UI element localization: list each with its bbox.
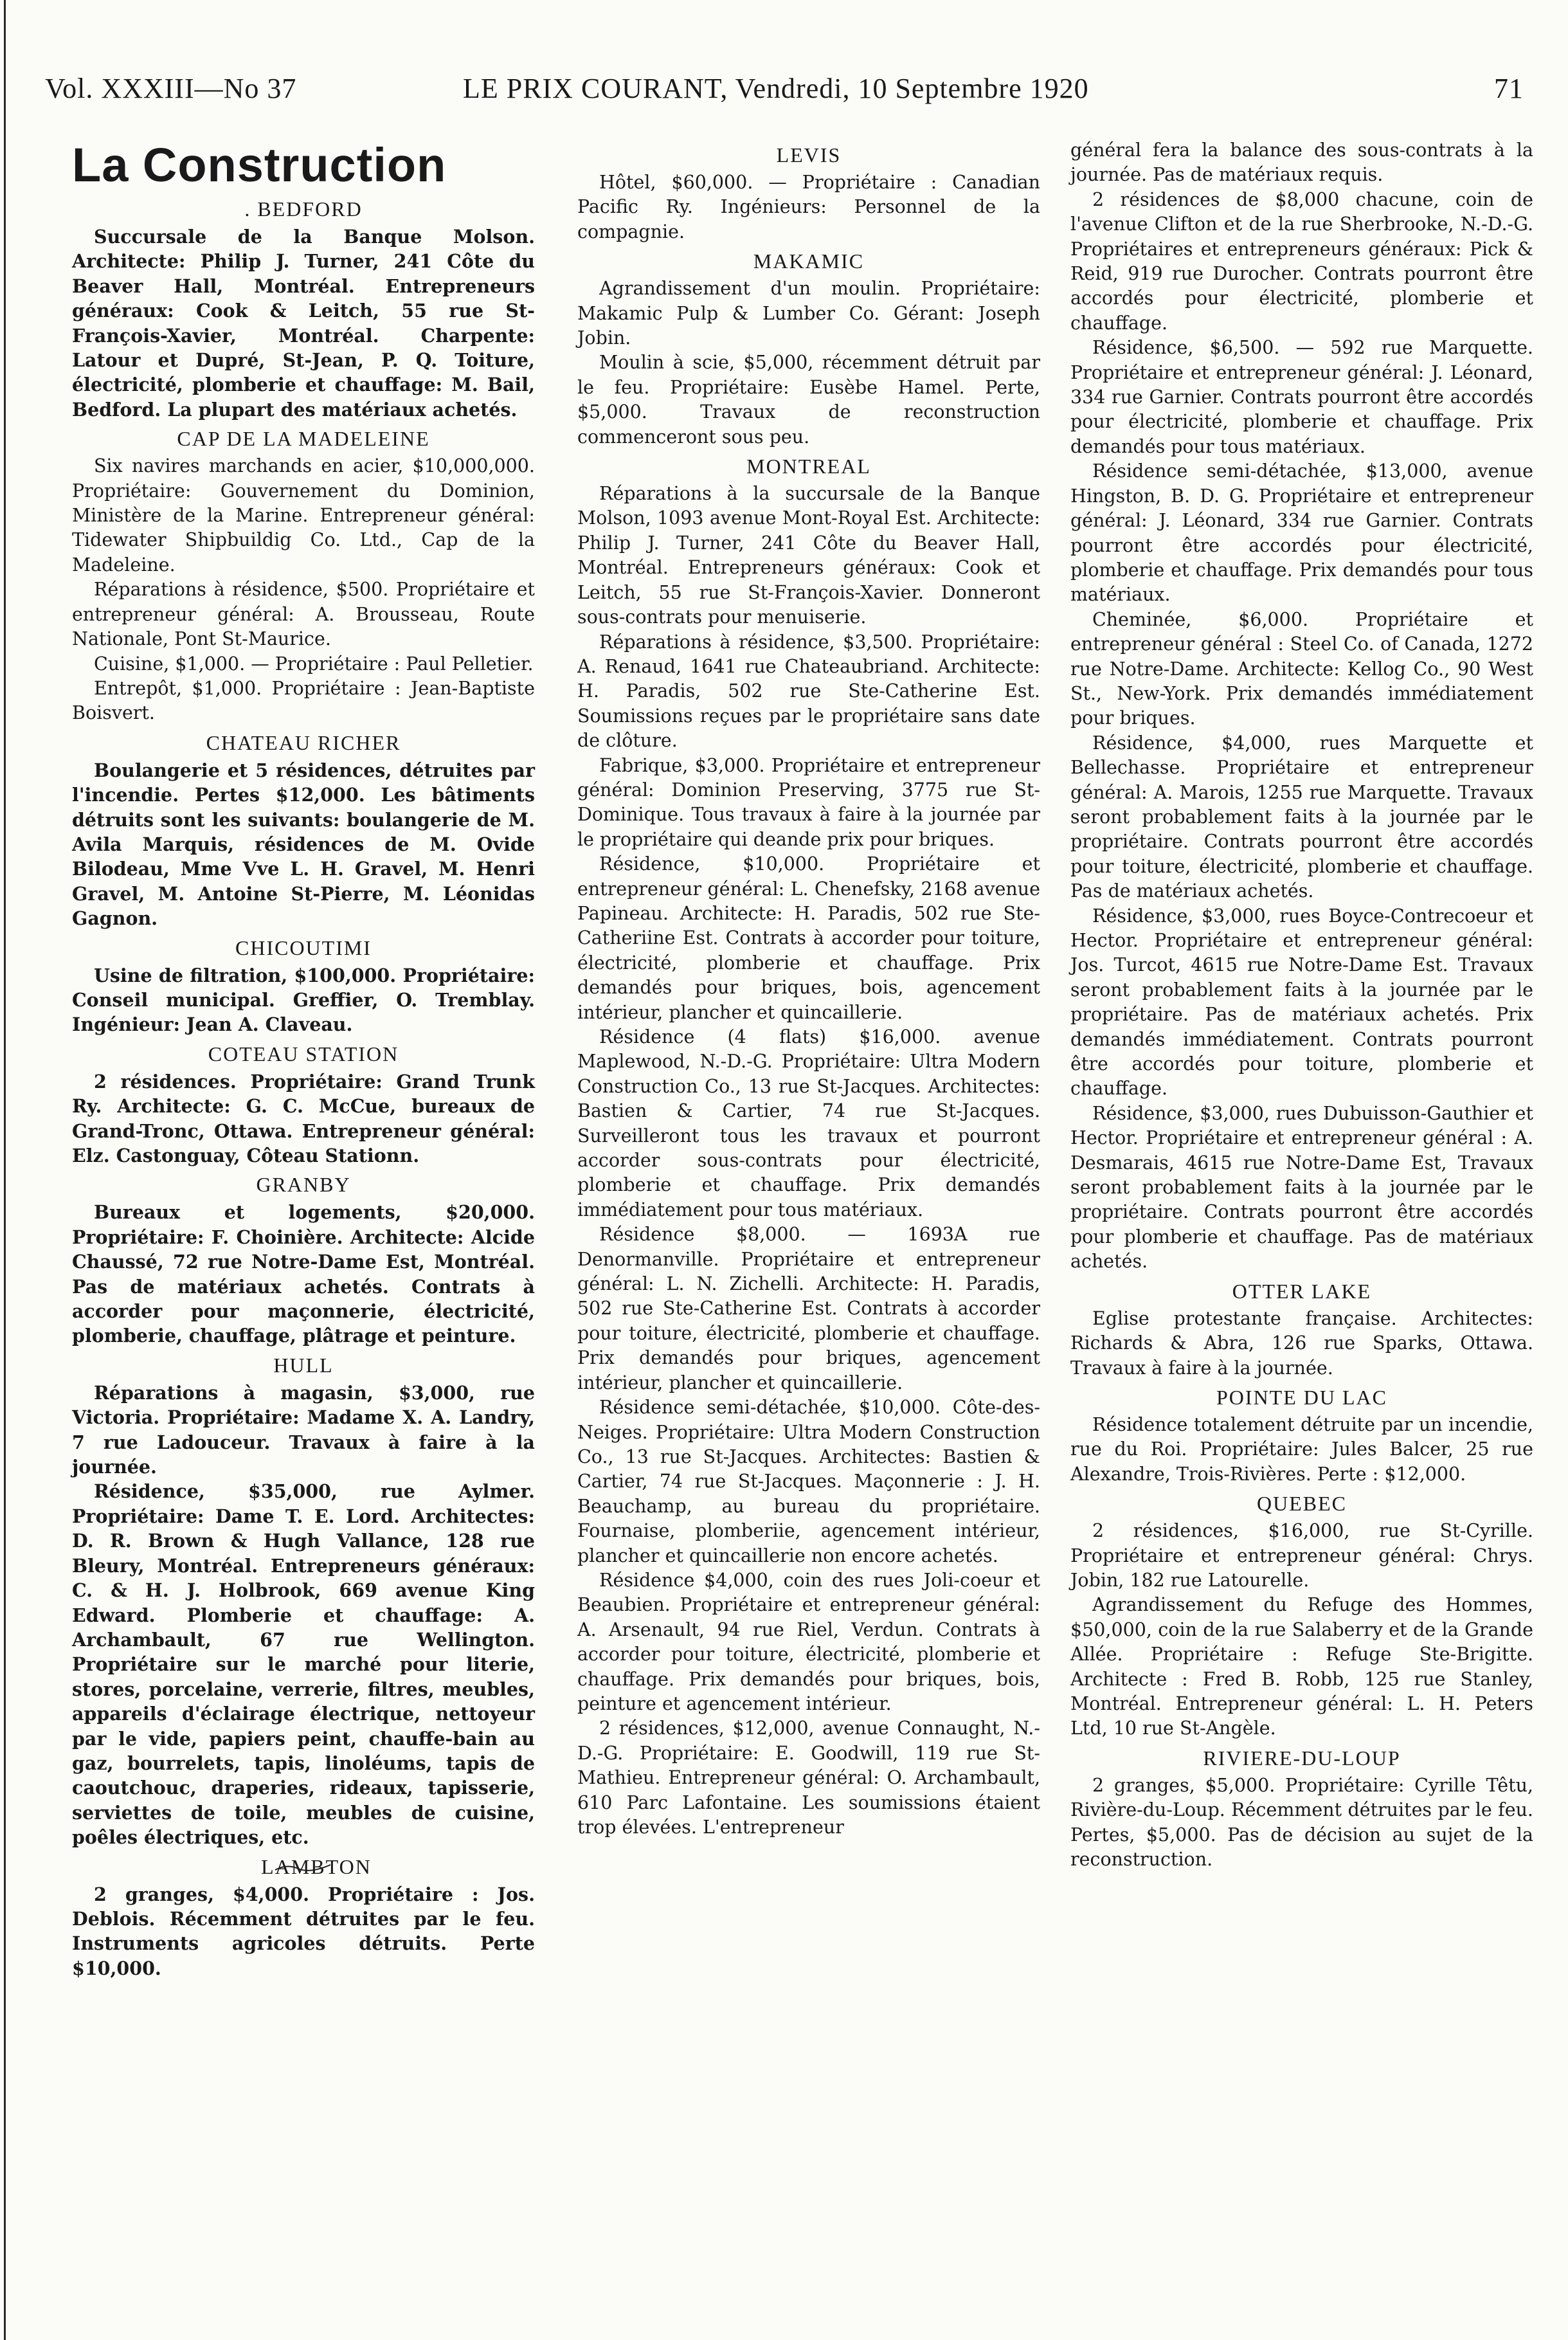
listing-entry: Cuisine, $1,000. — Propriétaire : Paul Pelletier. <box>94 653 534 675</box>
listing-entry: Agrandissement du Refuge des Hommes, $50,000, coin de la rue Salaberry et de la Grande Allée. Propriétaire : Refuge Ste-Brigitte. Architecte : Fred B. Robb, 125 rue Stanley, Montréal. Entrepreneur général: L. H. Peters Ltd, 10 rue St-Angèle. <box>1070 1594 1533 1739</box>
listing-entry: Résidence $8,000. — 1693A rue Denormanville. Propriétaire et entrepreneur général: L. N. Zichelli. Architecte: H. Paradis, 502 rue Ste-Catherine Est. Contrats à accorder pour toiture, électricité, plomberie et chauffage. Prix demandés pour briques, agencement intérieur, plancher et quincaillerie. <box>577 1224 1040 1393</box>
place-heading <box>1070 1491 1533 1516</box>
listing-entry: Résidence, $3,000, rues Boyce-Contrecoeur et Hector. Propriétaire et entrepreneur général: Jos. Turcot, 4615 rue Notre-Dame Est. Travaux seront probablement faits à la journée par le propriétaire. Pas de matériaux achetés. Prix demandés immédiatement. Contrats pourront être accordés pour toiture, plomberie et chauffage. <box>1070 905 1533 1100</box>
place-name: LAMBTON <box>261 1855 372 1878</box>
listing-entry: 2 granges, $4,000. Propriétaire : Jos. Deblois. Récemment détruites par le feu. Instruments agricoles détruits. Perte $10,000. <box>72 1883 535 1979</box>
listing-entry: Cheminée, $6,000. Propriétaire et entrepreneur général : Steel Co. of Canada, 1272 rue Notre-Dame. Architecte: Kellog Co., 90 West St., New-York. Prix demandés immédiatement pour briques. <box>1070 608 1533 729</box>
listing-entry: Boulangerie et 5 résidences, détruites par l'incendie. Pertes $12,000. Les bâtiments détruits sont les suivants: boulangerie de M. Avila Marquis, résidences de M. Ovide Bilodeau, Mme Vve L. H. Gravel, M. Henri Gravel, M. Antoine St-Pierre, M. Léonidas Gagnon. <box>72 759 535 930</box>
page-number: 71 <box>1494 73 1524 104</box>
listing-entry: Réparations à magasin, $3,000, rue Victoria. Propriétaire: Madame X. A. Landry, 7 rue Ladouceur. Travaux à faire à la journée. <box>72 1381 535 1478</box>
place-heading <box>1070 1278 1533 1304</box>
listing-entry: Résidence, $4,000, rues Marquette et Bellechasse. Propriétaire et entrepreneur général: A. Marois, 1255 rue Marquette. Travaux seront probablement faits à la journée par le propriétaire. Contrats pourront être accordés pour toiture, électricité, plomberie et chauffage. Pas de matériaux achetés. <box>1070 732 1533 902</box>
section-title: La Construction <box>72 138 447 192</box>
place-name: POINTE DU LAC <box>1216 1385 1387 1409</box>
listing-entry: Six navires marchands en acier, $10,000,000. Propriétaire: Gouvernement du Dominion, Ministère de la Marine. Entrepreneur général: Tidewater Shipbuildig Co. Ltd., Cap de la Madeleine. <box>72 455 535 576</box>
listing-entry: Succursale de la Banque Molson. Architecte: Philip J. Turner, 241 Côte du Beaver Hall, Montréal. Entrepreneurs généraux: Cook & Leitch, 55 rue St-François-Xavier, Montréal. Charpente: Latour et Dupré, St-Jean, P. Q. Toiture, électricité, plomberie et chauffage: M. Bail, Bedford. La plupart des matériaux achetés. <box>72 226 535 421</box>
place-heading <box>1070 1745 1533 1771</box>
place-heading <box>577 453 1040 479</box>
place-heading <box>72 935 535 961</box>
listing-entry: Agrandissement d'un moulin. Propriétaire: Makamic Pulp & Lumber Co. Gérant: Joseph Jobin. <box>577 278 1040 349</box>
place-heading <box>72 426 535 451</box>
place-heading <box>72 1854 535 1880</box>
place-name: COTEAU STATION <box>208 1042 399 1066</box>
listing-entry: Usine de filtration, $100,000. Propriétaire: Conseil municipal. Greffier, O. Tremblay. Ingénieur: Jean A. Claveau. <box>72 964 535 1036</box>
listing-entry: Réparations à résidence, $500. Propriétaire et entrepreneur général: A. Brousseau, Route Nationale, Pont St-Maurice. <box>72 579 535 650</box>
place-heading <box>1070 1384 1533 1410</box>
listing-entry: Bureaux et logements, $20,000. Propriétaire: F. Choinière. Architecte: Alcide Chaussé, 72 rue Notre-Dame Est, Montréal. Pas de matériaux achetés. Contrats à accorder pour maçonnerie, électricité, plomberie, chauffage, plâtrage et peinture. <box>72 1201 535 1347</box>
place-name: QUEBEC <box>1257 1492 1347 1516</box>
place-name: LEVIS <box>776 143 842 167</box>
listing-entry: Réparations à la succursale de la Banque Molson, 1093 avenue Mont-Royal Est. Architecte: Philip J. Turner, 241 Côte du Beaver Hall, Montréal. Entrepreneurs généraux: Cook et Leitch, 55 rue St-François-Xavier. Donneront sous-contrats pour menuiserie. <box>577 483 1040 628</box>
column-3 <box>1070 138 1533 1872</box>
place-name: OTTER LAKE <box>1232 1279 1372 1303</box>
publication-title: LE PRIX COURANT, Vendredi, 10 Septembre 1920 <box>463 73 1089 104</box>
listing-entry: Résidence, $3,000, rues Dubuisson-Gauthier et Hector. Propriétaire et entrepreneur général : A. Desmarais, 4615 rue Notre-Dame Est, Travaux seront probablement faits à la journée par le propriétaire. Contrats pourront être accordés pour plomberie et chauffage. Pas de matériaux achetés. <box>1070 1102 1533 1273</box>
place-name: CHATEAU RICHER <box>206 730 401 754</box>
listing-entry: Résidence semi-détachée, $10,000. Côte-des-Neiges. Propriétaire: Ultra Modern Construction Co., 13 rue St-Jacques. Architectes: Bastien & Cartier, 74 rue St-Jacques. Maçonnerie : J. H. Beauchamp, au bureau du propriétaire. Fournaise, plomberiie, agencement intérieur, plancher et quincaillerie non encore achetés. <box>577 1397 1040 1566</box>
place-heading <box>72 196 535 222</box>
listing-entry: Fabrique, $3,000. Propriétaire et entrepreneur général: Dominion Preserving, 3775 rue St-Dominique. Tous travaux à faire à la journée par le propriétaire qui deande prix pour briques. <box>577 754 1040 850</box>
place-name: RIVIERE-DU-LOUP <box>1203 1746 1401 1770</box>
volume-number: Vol. XXXIII—No 37 <box>45 73 297 104</box>
left-binding-rule <box>4 0 6 2340</box>
listing-entry: Résidence, $10,000. Propriétaire et entrepreneur général: L. Chenefsky, 2168 avenue Papineau. Architecte: H. Paradis, 502 rue Ste-Catheriine Est. Contrats à accorder pour toiture, électricité, plomberie et chauffage. Prix demandés pour briques, bois, agencement intérieur, plancher et quincaillerie. <box>577 853 1040 1023</box>
place-name: GRANBY <box>256 1173 351 1197</box>
place-heading <box>577 142 1040 168</box>
listing-entry: Résidence, $35,000, rue Aylmer. Propriétaire: Dame T. E. Lord. Architectes: D. R. Brown & Hugh Vallance, 128 rue Bleury, Montréal. Entrepreneurs généraux: C. & H. J. Holbrook, 669 avenue King Edward. Plomberie et chauffage: A. Archambault, 67 rue Wellington. Propriétaire sur le marché pour literie, stores, porcelaine, verrerie, filtres, meubles, appareils d'éclairage électrique, nettoyeur par le vide, papiers peint, chauffe-bain au gaz, bourrelets, tapis, linoléums, tapis de caoutchouc, draperies, rideaux, tapisserie, serviettes de toile, meubles de cuisine, poêles électriques, etc. <box>72 1480 535 1849</box>
place-name: HULL <box>273 1353 334 1377</box>
listing-entry: 2 résidences, $12,000, avenue Connaught, N.-D.-G. Propriétaire: E. Goodwill, 119 rue St-Mathieu. Entrepreneur général: O. Archambault, 610 Parc Lafontaine. Les soumissions étaient trop élevées. L'entrepreneur <box>577 1718 1040 1838</box>
place-heading <box>72 1041 535 1067</box>
place-name: MAKAMIC <box>753 249 865 273</box>
column-2 <box>577 138 1040 1840</box>
listing-entry: Résidence (4 flats) $16,000. avenue Maplewood, N.-D.-G. Propriétaire: Ultra Modern Construction Co., 13 rue St-Jacques. Architectes: Bastien & Cartier, 74 rue St-Jacques. Surveilleront tous les travaux et pourront accorder sous-contrats pour électricité, plomberie et chauffage. Prix demandés immédiatement pour tous matériaux. <box>577 1026 1040 1220</box>
place-name: . BEDFORD <box>244 197 363 221</box>
column-1 <box>72 138 535 1981</box>
listing-entry: 2 granges, $5,000. Propriétaire: Cyrille Têtu, Rivière-du-Loup. Récemment détruites par le feu. Pertes, $5,000. Pas de décision au sujet de la reconstruction. <box>1070 1774 1533 1870</box>
listing-entry: Moulin à scie, $5,000, récemment détruit par le feu. Propriétaire: Eusèbe Hamel. Perte, $5,000. Travaux de reconstruction commenceront sous peu. <box>577 352 1040 448</box>
listing-entry: Résidence $4,000, coin des rues Joli-coeur et Beaubien. Propriétaire et entrepreneur général: A. Arsenault, 94 rue Riel, Verdun. Contrats à accorder pour toiture, électricité, plomberie et chauffage. Prix demandés pour briques, bois, peinture et agencement intérieur. <box>577 1569 1040 1714</box>
listing-entry: Résidence, $6,500. — 592 rue Marquette. Propriétaire et entrepreneur général: J. Léonard, 334 rue Garnier. Contrats pourront être accordés pour électricité, plomberie et chauffage. Prix demandés pour tous matériaux. <box>1070 337 1533 457</box>
listing-entry: Entrepôt, $1,000. Propriétaire : Jean-Baptiste Boisvert. <box>72 677 535 724</box>
place-heading <box>72 730 535 756</box>
listing-entry: général fera la balance des sous-contrats à la journée. Pas de matériaux requis. <box>1070 140 1533 186</box>
place-heading <box>577 248 1040 274</box>
place-heading <box>72 1172 535 1197</box>
place-name: CAP DE LA MADELEINE <box>177 427 430 451</box>
place-name: CHICOUTIMI <box>235 936 372 959</box>
place-name: MONTREAL <box>746 455 871 478</box>
listing-entry: Résidence totalement détruite par un incendie, rue du Roi. Propriétaire: Jules Balcer, 25 rue Alexandre, Trois-Rivières. Perte : $12,000. <box>1070 1413 1533 1485</box>
listing-entry: Réparations à résidence, $3,500. Propriétaire: A. Renaud, 1641 rue Chateaubriand. Architecte: H. Paradis, 502 rue Ste-Catherine Est. Soumissions reçues par le propriétaire sans date de clôture. <box>577 631 1040 752</box>
listing-entry: 2 résidences de $8,000 chacune, coin de l'avenue Clifton et de la rue Sherbrooke, N.-D.-G. Propriétaires et entrepreneurs généraux: Pick & Reid, 919 rue Durocher. Contrats pourront être accordés pour électricité, plomberie et chauffage. <box>1070 188 1533 334</box>
place-heading <box>72 1352 535 1378</box>
listing-entry: 2 résidences. Propriétaire: Grand Trunk Ry. Architecte: G. C. McCue, bureaux de Grand-Tronc, Ottawa. Entrepreneur général: Elz. Castonguay, Côteau Stationn. <box>72 1070 535 1166</box>
page-header <box>45 72 1524 117</box>
listing-entry: Résidence semi-détachée, $13,000, avenue Hingston, B. D. G. Propriétaire et entrepreneur général: J. Léonard, 334 rue Garnier. Contrats pourront être accordés pour électricité, plomberie et chauffage. Prix demandés pour tous matériaux. <box>1070 460 1533 606</box>
listing-entry: Hôtel, $60,000. — Propriétaire : Canadian Pacific Ry. Ingénieurs: Personnel de la compagnie. <box>577 172 1040 242</box>
listing-entry: Eglise protestante française. Architectes: Richards & Abra, 126 rue Sparks, Ottawa. Travaux à faire à la journée. <box>1070 1307 1533 1379</box>
listing-entry: 2 résidences, $16,000, rue St-Cyrille. Propriétaire et entrepreneur général: Chrys. Jobin, 182 rue Latourelle. <box>1070 1520 1533 1591</box>
